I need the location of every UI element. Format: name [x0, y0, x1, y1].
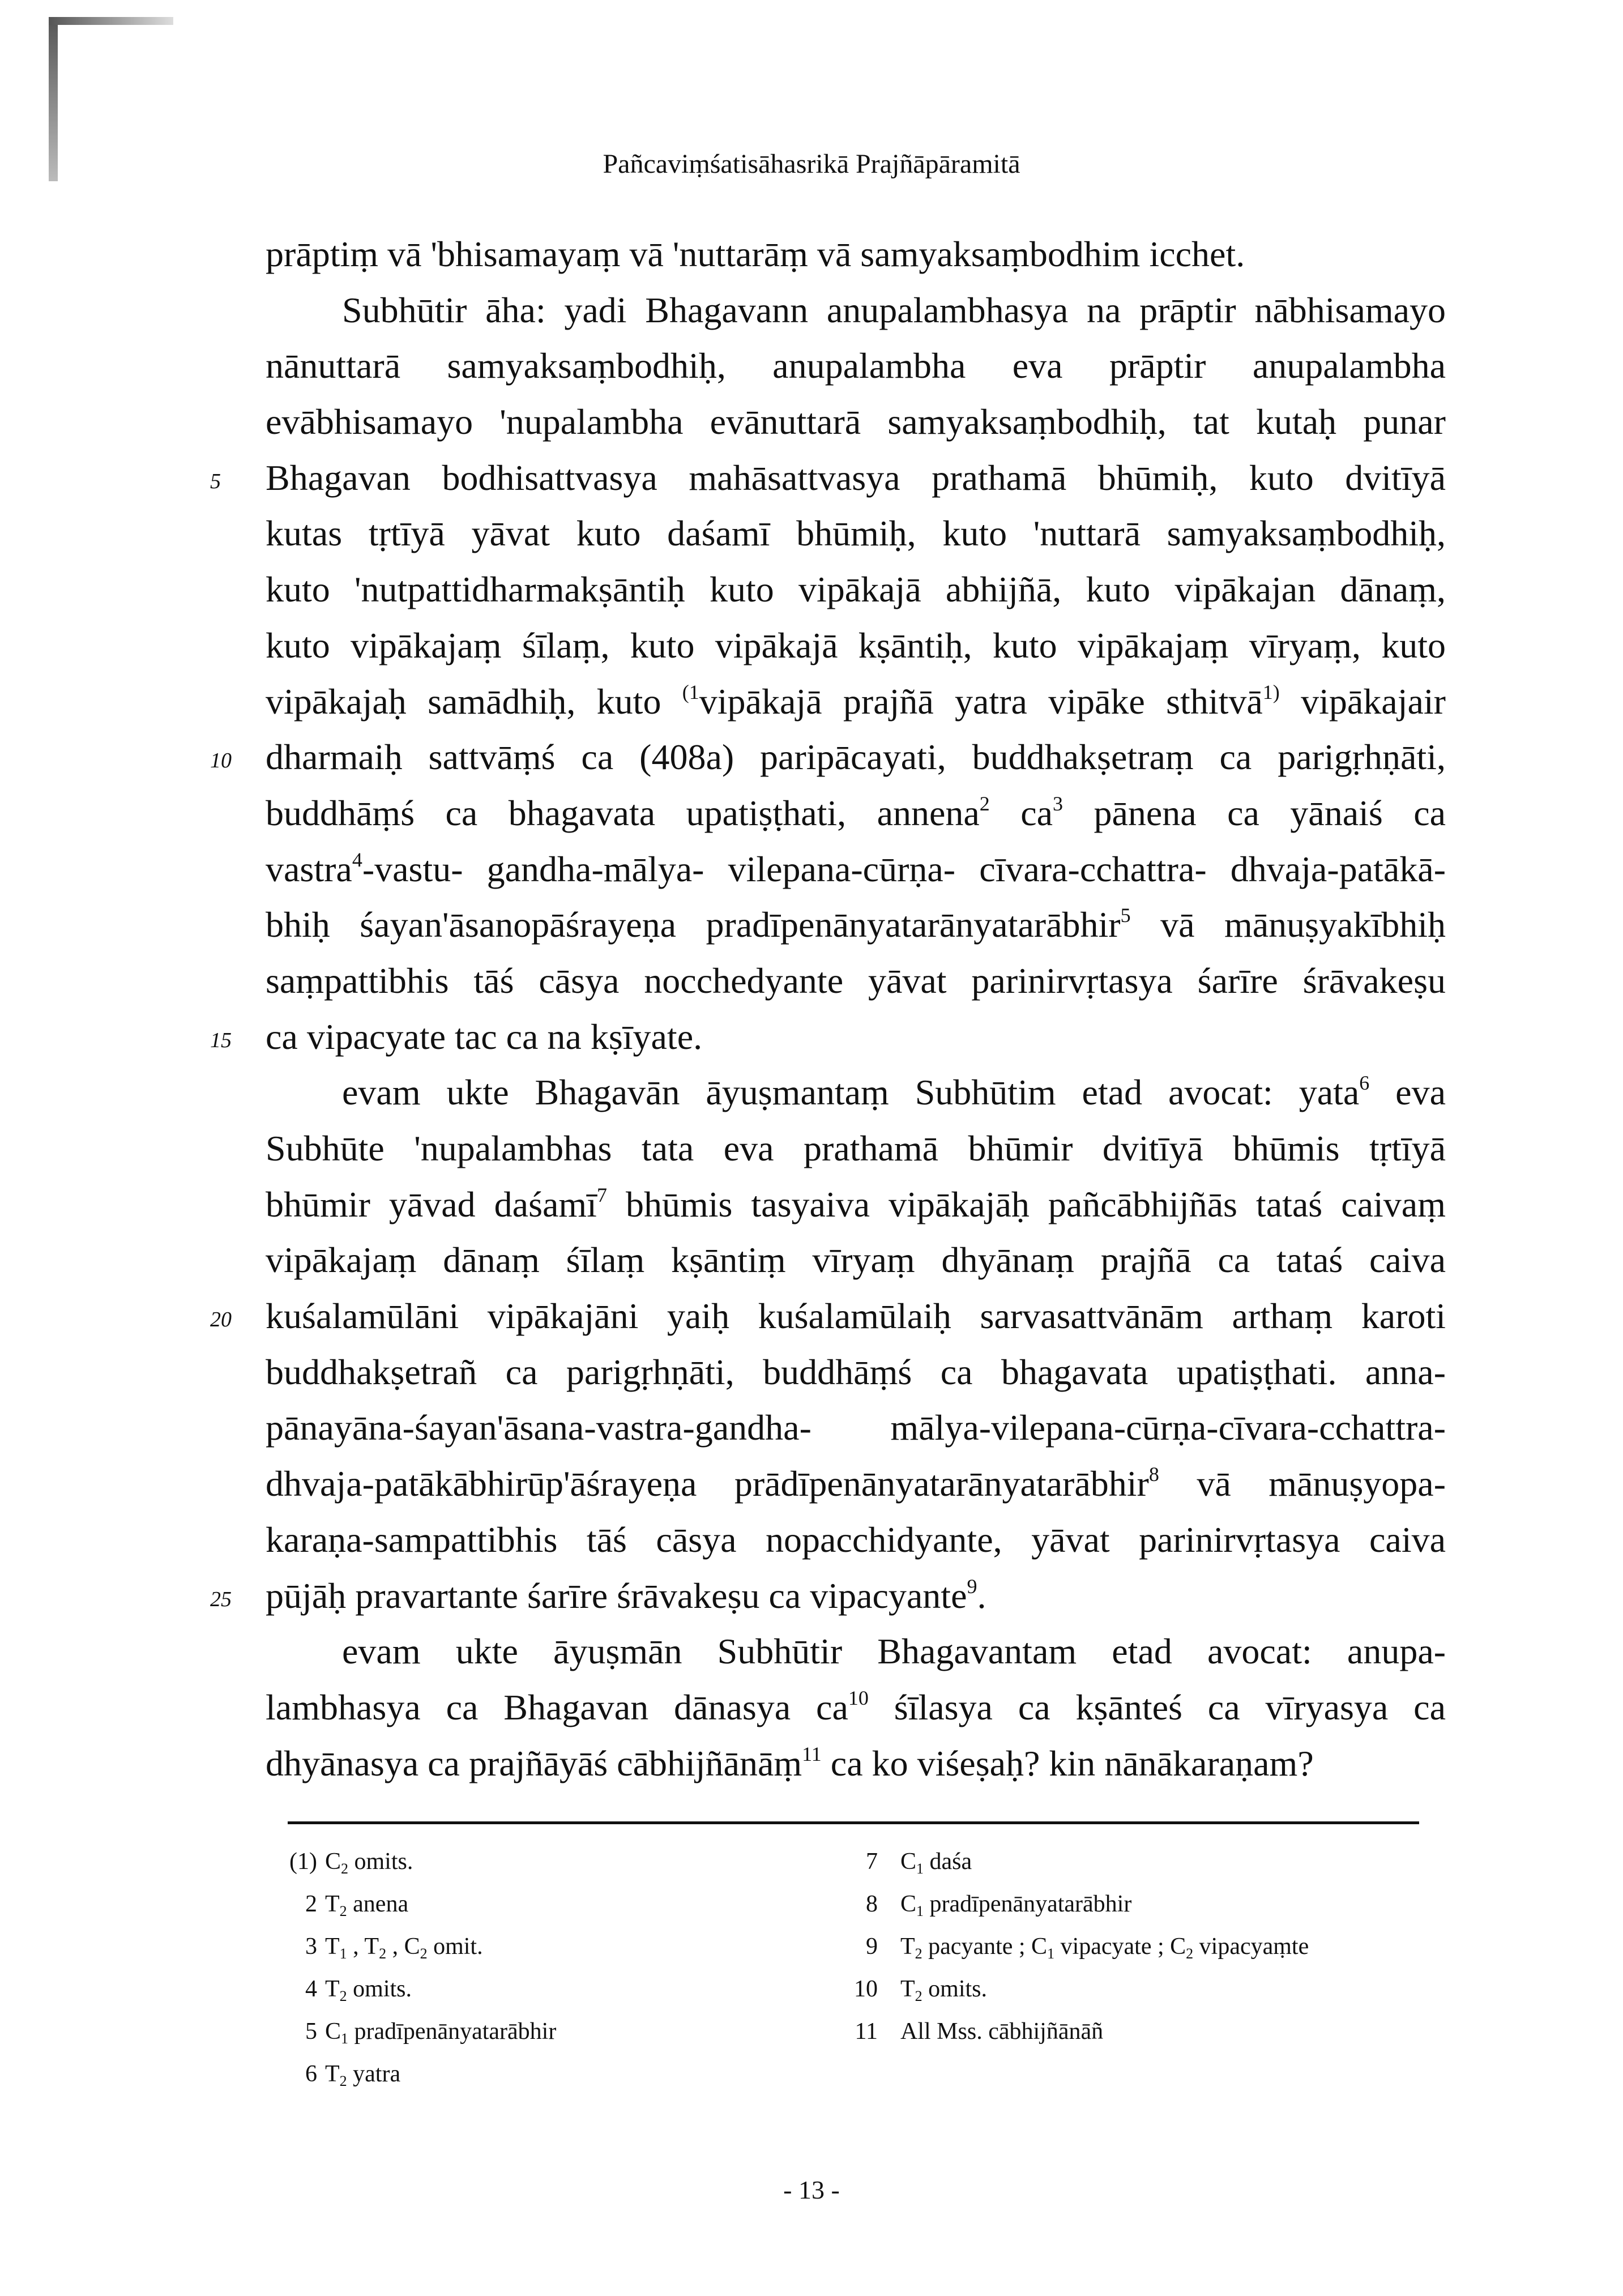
footnote-number: 4 — [305, 1976, 317, 2002]
text-line — [210, 1009, 1446, 1065]
footnote-number: 10 — [854, 1976, 878, 2002]
text-segment: . — [977, 1575, 986, 1616]
text-line — [266, 1121, 1446, 1177]
text-segment: ca vipacyate tac ca na kṣīyate. — [266, 1016, 703, 1057]
footnotes-left-column — [280, 1841, 556, 2096]
footnote-ref: 2 — [979, 792, 990, 815]
manuscript-index: 2 — [379, 1945, 387, 1962]
text-line — [266, 1232, 1446, 1288]
footnote-number: 2 — [305, 1891, 317, 1917]
manuscript-index: 2 — [339, 1988, 347, 2004]
text-line — [266, 562, 1446, 618]
manuscript-index: 2 — [339, 1903, 347, 1919]
footnote-number: 5 — [305, 2018, 317, 2045]
line-content — [266, 897, 1446, 953]
text-line — [266, 674, 1446, 730]
footnote-ref: 10 — [848, 1686, 869, 1709]
line-content — [266, 1680, 1446, 1736]
line-content — [266, 1121, 1446, 1177]
footnote-text: T — [900, 1934, 915, 1960]
text-line — [210, 1288, 1446, 1345]
text-segment: śīlasya ca kṣānteś ca vīryasya ca — [868, 1687, 1446, 1727]
footnote-ref: 9 — [967, 1574, 977, 1598]
line-content — [266, 1009, 702, 1065]
manuscript-index: 1 — [1047, 1945, 1055, 1962]
text-segment: pānayāna-śayan'āsana-vastra-gandha- mālya-vilepana-cūrṇa-cīvara-cchattra- — [266, 1407, 1446, 1448]
line-content — [266, 1232, 1446, 1288]
text-segment: dhyānasya ca prajñāyāś cābhijñānāṃ — [266, 1743, 802, 1783]
footnote-text: pacyante ; C — [922, 1934, 1048, 1960]
line-content — [342, 283, 1446, 339]
line-content — [266, 394, 1446, 450]
footnote-ref: (1 — [682, 680, 699, 703]
footnote-ref: 8 — [1148, 1463, 1159, 1486]
footnote — [280, 2053, 556, 2096]
manuscript-index: 1 — [916, 1903, 924, 1919]
text-segment: vā mānuṣyopa- — [1159, 1463, 1446, 1504]
footnote-text: T — [325, 1891, 340, 1917]
footnote-text: , T — [347, 1934, 379, 1960]
line-content — [266, 1288, 1446, 1345]
footnote-text: T — [325, 2061, 340, 2087]
footnote-ref: 3 — [1053, 792, 1064, 815]
text-line — [266, 1512, 1446, 1568]
line-content — [266, 1400, 1446, 1456]
footnote-text: anena — [347, 1891, 409, 1917]
footnote-number: 6 — [305, 2061, 317, 2087]
footnote-number: 3 — [305, 1934, 317, 1960]
main-text — [210, 227, 1446, 1791]
text-segment: kuśalamūlāni vipākajāni yaiḥ kuśalamūlaiḥ sarvasattvānām arthaṃ karoti — [266, 1296, 1446, 1337]
page-number: - 13 - — [783, 2175, 840, 2204]
text-line — [210, 729, 1446, 786]
text-segment: evam ukte āyuṣmān Subhūtir Bhagavantam etad avocat: anupa- — [342, 1631, 1446, 1672]
footnote — [280, 1883, 556, 1926]
line-content — [266, 1512, 1446, 1568]
text-line — [210, 1568, 1446, 1624]
footnote — [827, 1968, 1309, 2011]
footnote-text: All Mss. cābhijñānāñ — [900, 2018, 1104, 2045]
line-content — [266, 674, 1446, 730]
text-segment: eva — [1369, 1072, 1446, 1113]
text-line — [266, 842, 1446, 898]
text-segment: evam ukte Bhagavān āyuṣmantaṃ Subhūtim etad avocat: yata — [342, 1072, 1360, 1113]
text-segment: bhiḥ śayan'āsanopāśrayeṇa pradīpenānyatarānyatarābhir — [266, 904, 1121, 945]
text-segment: dhvaja-patākābhirūp'āśrayeṇa prādīpenānyatarānyatarābhir — [266, 1463, 1149, 1504]
text-segment: prāptiṃ vā 'bhisamayaṃ vā 'nuttarāṃ vā samyaksaṃbodhim icchet. — [266, 234, 1245, 274]
text-line — [266, 227, 1446, 283]
text-segment: vipākajā prajñā yatra vipāke sthitvā — [699, 681, 1263, 722]
text-segment: dharmaiḥ sattvāṃś ca (408a) paripācayati, buddhakṣetraṃ ca parigṛhṇāti, — [266, 737, 1446, 778]
text-segment: ca — [989, 792, 1053, 833]
text-segment: nānuttarā samyaksaṃbodhiḥ, anupalambha eva prāptir anupalambha — [266, 345, 1446, 386]
text-line — [266, 1624, 1446, 1680]
footnote-text: T — [325, 1934, 340, 1960]
text-segment: vipākajair — [1279, 681, 1446, 722]
scan-edge-mark — [49, 17, 173, 25]
line-number: 5 — [210, 469, 221, 493]
text-segment: pānena ca yānaiś ca — [1063, 792, 1446, 833]
footnote-text: vipacyate ; C — [1054, 1934, 1186, 1960]
footnote-text: omits. — [347, 1976, 412, 2002]
footnote — [827, 2011, 1309, 2053]
manuscript-index: 1 — [341, 2030, 349, 2047]
footnote-divider — [288, 1821, 1419, 1824]
line-content — [266, 1177, 1446, 1233]
text-line — [266, 283, 1446, 339]
footnote-number: 11 — [855, 2018, 878, 2045]
footnote-text: T — [900, 1976, 915, 2002]
footnote-ref: 4 — [352, 848, 362, 871]
line-number: 15 — [210, 1028, 232, 1052]
text-segment: vipākajaḥ samādhiḥ, kuto — [266, 681, 682, 722]
running-title: Pañcaviṃśatisāhasrikā Prajñāpāramitā — [603, 149, 1020, 179]
footnotes-right-column — [827, 1841, 1309, 2053]
text-segment: Bhagavan bodhisattvasya mahāsattvasya prathamā bhūmiḥ, kuto dvitīyā — [266, 457, 1446, 498]
text-line — [266, 394, 1446, 450]
footnote — [280, 2011, 556, 2053]
footnote-text: daśa — [924, 1849, 972, 1875]
text-segment: vā mānuṣyakībhiḥ — [1130, 904, 1446, 945]
text-segment: -vastu- gandha-mālya- vilepana-cūrṇa- cīvara-cchattra- dhvaja-patākā- — [362, 848, 1446, 889]
footnote-text: omit. — [427, 1934, 483, 1960]
footnote — [280, 1968, 556, 2011]
text-line — [266, 1345, 1446, 1401]
footnote-text: C — [325, 1849, 341, 1875]
text-segment: pūjāḥ pravartante śarīre śrāvakeṣu ca vipacyante — [266, 1575, 967, 1616]
line-content — [266, 338, 1446, 394]
line-content — [266, 842, 1446, 898]
line-content — [266, 1568, 986, 1624]
footnote-text: vipacyaṃte — [1193, 1934, 1309, 1960]
footnote-number: 8 — [866, 1891, 878, 1917]
text-line — [266, 786, 1446, 842]
line-content — [266, 227, 1245, 283]
text-segment: ca ko viśeṣaḥ? kin nānākaraṇam? — [821, 1743, 1314, 1783]
footnote-ref: 1) — [1262, 680, 1280, 703]
footnote — [827, 1841, 1309, 1883]
text-segment: Subhūtir āha: yadi Bhagavann anupalambhasya na prāptir nābhisamayo — [342, 289, 1446, 330]
footnote-text: C — [900, 1891, 917, 1917]
footnote-text: yatra — [347, 2061, 401, 2087]
footnote-ref: 6 — [1359, 1072, 1370, 1095]
manuscript-index: 1 — [339, 1945, 347, 1962]
footnote-text: C — [325, 2018, 341, 2045]
text-segment: kuto vipākajaṃ śīlaṃ, kuto vipākajā kṣāntiḥ, kuto vipākajaṃ vīryaṃ, kuto — [266, 625, 1446, 665]
footnote-number: 7 — [866, 1849, 878, 1875]
manuscript-index: 2 — [420, 1945, 428, 1962]
manuscript-index: 1 — [916, 1860, 924, 1877]
footnote-number: 9 — [866, 1934, 878, 1960]
line-content — [266, 1736, 1314, 1792]
footnote-text: omits. — [348, 1849, 413, 1875]
text-line — [266, 1736, 1446, 1792]
text-segment: kutas tṛtīyā yāvat kuto daśamī bhūmiḥ, kuto 'nuttarā samyaksaṃbodhiḥ, — [266, 513, 1446, 554]
manuscript-index: 2 — [915, 1945, 922, 1962]
line-content — [266, 953, 1446, 1009]
text-segment: saṃpattibhis tāś cāsya nocchedyante yāvat parinirvṛtasya śarīre śrāvakeṣu — [266, 960, 1446, 1001]
text-line — [266, 1400, 1446, 1456]
line-content — [266, 506, 1446, 562]
manuscript-index: 2 — [1186, 1945, 1194, 1962]
line-content — [266, 562, 1446, 618]
text-segment: kuto 'nutpattidharmakṣāntiḥ kuto vipākajā abhijñā, kuto vipākajan dānaṃ, — [266, 569, 1446, 610]
text-line — [266, 618, 1446, 674]
text-line — [266, 338, 1446, 394]
manuscript-index: 2 — [915, 1988, 922, 2004]
line-content — [342, 1624, 1446, 1680]
text-line — [266, 1177, 1446, 1233]
line-number: 20 — [210, 1308, 232, 1332]
footnote-text: pradīpenānyatarābhir — [924, 1891, 1132, 1917]
text-segment: buddhāṃś ca bhagavata upatiṣṭhati, annena — [266, 792, 980, 833]
footnote-text: T — [325, 1976, 340, 2002]
manuscript-index: 2 — [339, 2073, 347, 2089]
footnote-ref: 11 — [802, 1742, 822, 1765]
line-content — [266, 1456, 1446, 1512]
line-content — [266, 786, 1446, 842]
text-line — [210, 450, 1446, 506]
line-content — [266, 450, 1446, 506]
footnote-ref: 5 — [1120, 904, 1131, 927]
footnote — [827, 1926, 1309, 1968]
text-line — [266, 506, 1446, 562]
text-line — [266, 953, 1446, 1009]
text-segment: vastra — [266, 848, 352, 889]
text-segment: lambhasya ca Bhagavan dānasya ca — [266, 1687, 848, 1727]
line-content — [266, 618, 1446, 674]
text-segment: bhūmis tasyaiva vipākajāḥ pañcābhijñās tataś caivaṃ — [607, 1184, 1446, 1224]
text-line — [266, 1456, 1446, 1512]
line-content — [342, 1065, 1446, 1121]
line-content — [266, 729, 1446, 786]
footnote — [827, 1883, 1309, 1926]
footnote — [280, 1841, 556, 1883]
footnote-text: C — [900, 1849, 917, 1875]
manuscript-index: 2 — [341, 1860, 349, 1877]
text-segment: buddhakṣetrañ ca parigṛhṇāti, buddhāṃś ca bhagavata upatiṣṭhati. anna- — [266, 1351, 1446, 1392]
footnote — [280, 1926, 556, 1968]
footnote-text: pradīpenānyatarābhir — [348, 2018, 557, 2045]
footnote-text: , C — [386, 1934, 420, 1960]
line-number: 25 — [210, 1587, 232, 1611]
text-segment: Subhūte 'nupalambhas tata eva prathamā bhūmir dvitīyā bhūmis tṛtīyā — [266, 1128, 1446, 1168]
text-line — [266, 1065, 1446, 1121]
line-number: 10 — [210, 749, 232, 773]
text-segment: vipākajaṃ dānaṃ śīlaṃ kṣāntiṃ vīryaṃ dhyānaṃ prajñā ca tataś caiva — [266, 1240, 1446, 1281]
text-line — [266, 897, 1446, 953]
text-segment: evābhisamayo 'nupalambha evānuttarā samyaksaṃbodhiḥ, tat kutaḥ punar — [266, 402, 1446, 442]
footnote-ref: 7 — [596, 1183, 607, 1206]
text-segment: karaṇa-sampattibhis tāś cāsya nopacchidyante, yāvat parinirvṛtasya caiva — [266, 1519, 1446, 1560]
footnote-text: omits. — [922, 1976, 988, 2002]
line-content — [266, 1345, 1446, 1401]
text-segment: bhūmir yāvad daśamī — [266, 1184, 597, 1224]
text-line — [266, 1680, 1446, 1736]
footnote-number: (1) — [289, 1849, 317, 1875]
